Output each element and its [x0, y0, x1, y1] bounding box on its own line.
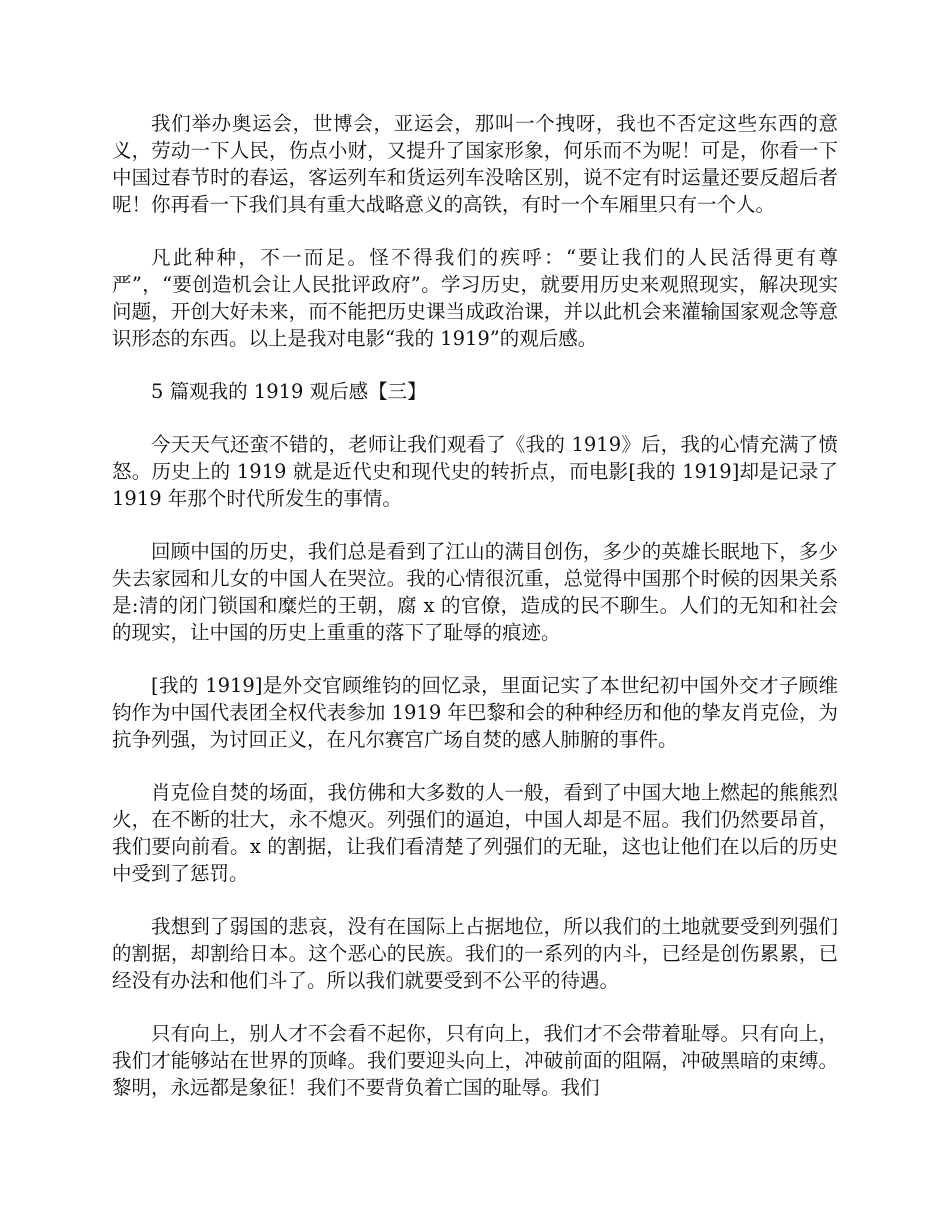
paragraph-weak-nation: 我想到了弱国的悲哀，没有在国际上占据地位，所以我们的土地就要受到列强们的割据，却割给日本。这个恶心的民族。我们的一系列的内斗，已经是创伤累累，已经没有办法和他们斗了。所以我们就要受到不公平的待遇。 [112, 915, 838, 992]
paragraph-memoir: [我的 1919]是外交官顾维钧的回忆录，里面记实了本世纪初中国外交才子顾维钧作为中国代表团全权代表参加 1919 年巴黎和会的种种经历和他的挚友肖克俭，为抗争列强，为讨回正义，在凡尔赛宫广场自焚的感人肺腑的事件。 [112, 674, 838, 751]
paragraph-history: 回顾中国的历史，我们总是看到了江山的满目创伤，多少的英雄长眠地下，多少失去家园和儿女的中国人在哭泣。我的心情很沉重，总觉得中国那个时候的因果关系是:清的闭门锁国和糜烂的王朝，腐 x 的官僚，造成的民不聊生。人们的无知和社会的现实，让中国的历史上重重的落下了耻辱的痕迹。 [112, 540, 838, 644]
paragraph-self-immolation: 肖克俭自焚的场面，我仿佛和大多数的人一般，看到了中国大地上燃起的熊熊烈火，在不断的壮大，永不熄灭。列强们的逼迫，中国人却是不屈。我们仍然要昂首，我们要向前看。x 的割据，让我们看清楚了列强们的无耻，这也让他们在以后的历史中受到了惩罚。 [112, 781, 838, 885]
paragraph-olympics: 我们举办奥运会，世博会，亚运会，那叫一个拽呀，我也不否定这些东西的意义，劳动一下人民，伤点小财，又提升了国家形象，何乐而不为呢！可是，你看一下中国过春节时的春运，客运列车和货运列车没啥区别，说不定有时运量还要反超后者呢！你再看一下我们具有重大战略意义的高铁，有时一个车厢里只有一个人。 [112, 112, 838, 216]
section-heading: 5 篇观我的 1919 观后感【三】 [151, 380, 427, 403]
paragraph-intro: 今天天气还蛮不错的，老师让我们观看了《我的 1919》后，我的心情充满了愤怒。历史上的 1919 就是近代史和现代史的转折点，而电影[我的 1919]却是记录了 1919 年那个时代所发生的事情。 [112, 433, 838, 510]
paragraph-conclusion: 凡此种种，不一而足。怪不得我们的疾呼：“要让我们的人民活得更有尊严”，“要创造机会让人民批评政府”。学习历史，就要用历史来观照现实，解决现实问题，开创大好未来，而不能把历史课当成政治课，并以此机会来灌输国家观念等意识形态的东西。以上是我对电影“我的 1919”的观后感。 [112, 246, 838, 350]
paragraph-upward: 只有向上，别人才不会看不起你，只有向上，我们才不会带着耻辱。只有向上，我们才能够站在世界的顶峰。我们要迎头向上，冲破前面的阻隔，冲破黑暗的束缚。黎明，永远都是象征！我们不要背负着亡国的耻辱。我们 [112, 1022, 838, 1099]
